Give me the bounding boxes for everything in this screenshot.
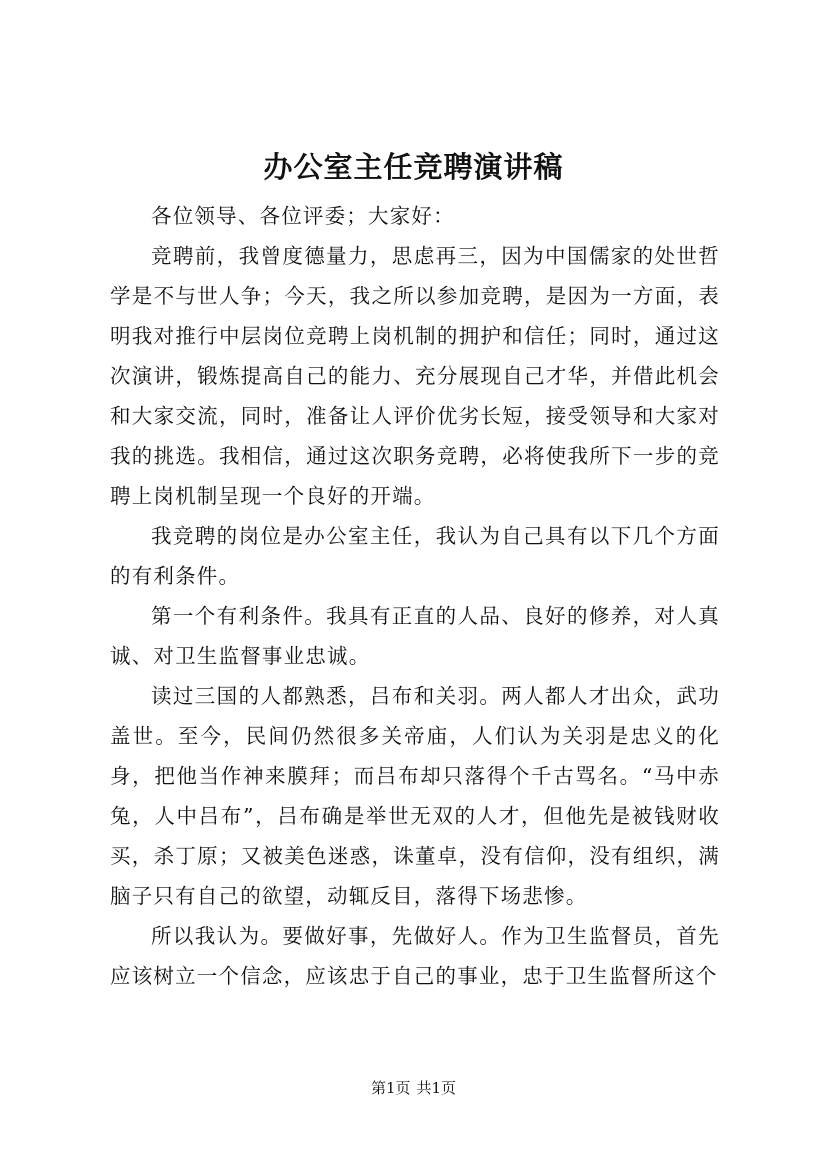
page-total: 共1页	[416, 1079, 457, 1097]
paragraph-intro: 竞聘前，我曾度德量力，思虑再三，因为中国儒家的处世哲学是不与世人争；今天，我之所以参加竞聘，是因为一方面，表明我对推行中层岗位竞聘上岗机制的拥护和信任；同时，通过这次演讲，锻炼提高自己的能力、充分展现自己才华，并借此机会和大家交流，同时，准备让人评价优劣长短，接受领导和大家对我的挑选。我相信，通过这次职务竞聘，必将使我所下一步的竞聘上岗机制呈现一个良好的开端。	[110, 244, 720, 508]
page-number: 第1页	[370, 1079, 411, 1097]
paragraph-position: 我竞聘的岗位是办公室主任，我认为自己具有以下几个方面的有利条件。	[110, 524, 720, 588]
paragraph-conclusion: 所以我认为。要做好事，先做好人。作为卫生监督员，首先应该树立一个信念，应该忠于自己的事业，忠于卫生监督所这个	[110, 924, 720, 988]
paragraph-condition-one: 第一个有利条件。我具有正直的人品、良好的修养，对人真诚、对卫生监督事业忠诚。	[110, 604, 720, 668]
paragraph-three-kingdoms: 读过三国的人都熟悉，吕布和关羽。两人都人才出众，武功盖世。至今，民间仍然很多关帝庙，人们认为关羽是忠义的化身，把他当作神来膜拜；而吕布却只落得个千古骂名。“马中赤兔，人中吕布”，吕布确是举世无双的人才，但他先是被钱财收买，杀丁原；又被美色迷惑，诛董卓，没有信仰，没有组织，满脑子只有自己的欲望，动辄反目，落得下场悲惨。	[110, 684, 720, 908]
document-title: 办公室主任竞聘演讲稿	[263, 150, 564, 184]
paragraph-greeting: 各位领导、各位评委；大家好：	[151, 204, 455, 228]
document-body	[110, 196, 720, 996]
page-footer	[0, 1078, 827, 1098]
